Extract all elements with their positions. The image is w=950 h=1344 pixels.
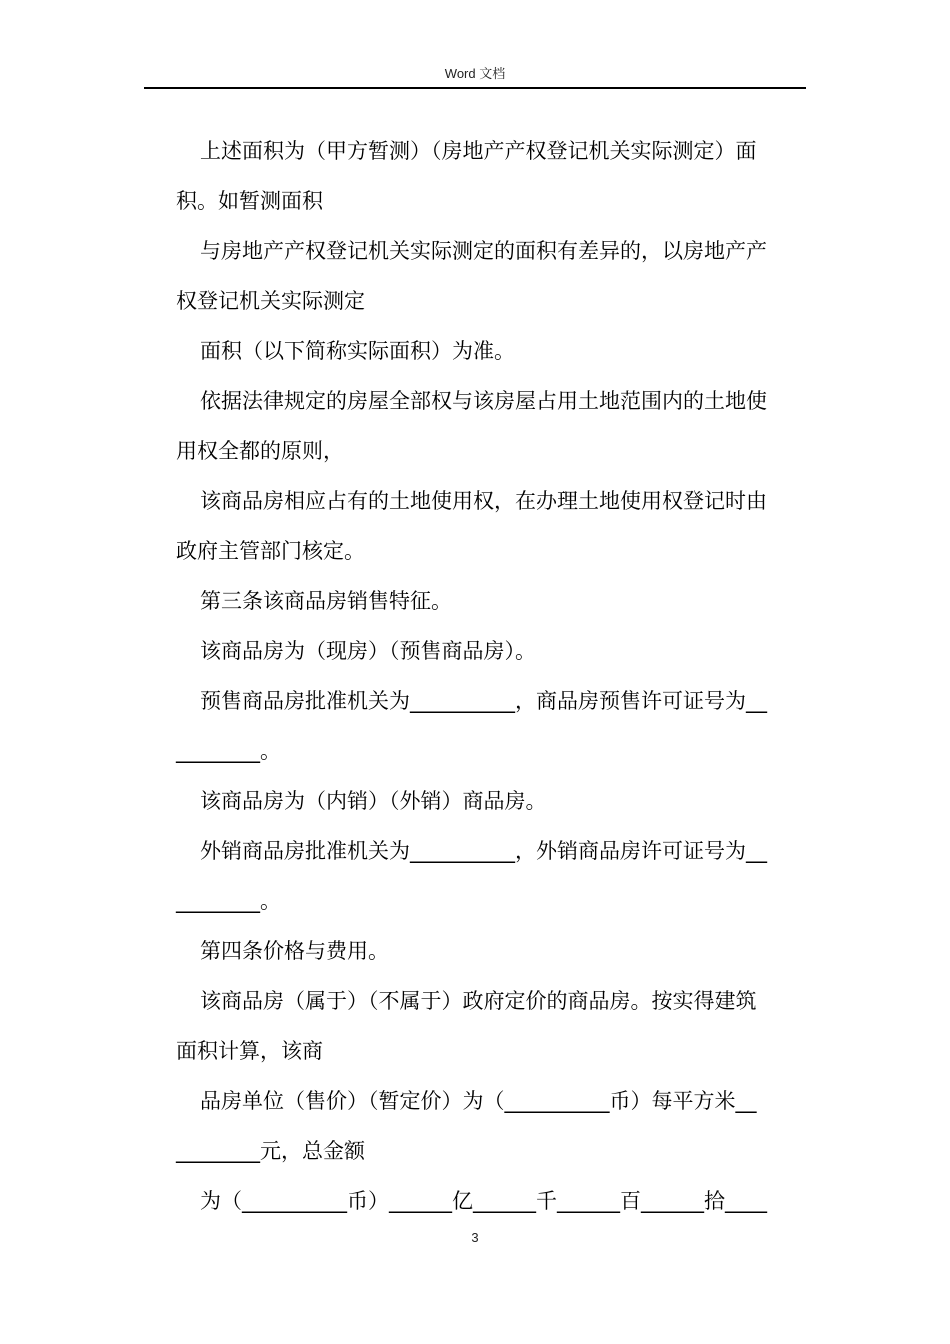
text-line-9: 政府主管部门核定。 (176, 539, 365, 563)
text-line-15: 外销商品房批准机关为__________，外销商品房许可证号为__ (200, 839, 767, 863)
text-line-6: 依据法律规定的房屋全部权与该房屋占用土地范围内的土地使 (200, 389, 767, 413)
document-body (176, 126, 806, 1226)
text-line-12: 预售商品房批准机关为__________，商品房预售许可证号为__ (200, 689, 767, 713)
text-line-3: 与房地产产权登记机关实际测定的面积有差异的，以房地产产 (200, 239, 767, 263)
header-divider (144, 87, 806, 89)
text-line-2: 积。如暂测面积 (176, 189, 323, 213)
text-line-4: 权登记机关实际测定 (176, 289, 365, 313)
header-title: Word 文档 (444, 66, 506, 81)
text-line-22: 为（__________币）______亿______千______百______拾____ (200, 1189, 767, 1213)
text-line-14: 该商品房为（内销）（外销）商品房。 (200, 789, 547, 813)
text-line-11: 该商品房为（现房）（预售商品房）。 (200, 639, 536, 663)
page-number: 3 (471, 1230, 479, 1245)
article-4-heading: 第四条价格与费用。 (200, 939, 389, 963)
text-line-19: 面积计算，该商 (176, 1039, 323, 1063)
text-line-5: 面积（以下简称实际面积）为准。 (200, 339, 515, 363)
text-line-8: 该商品房相应占有的土地使用权，在办理土地使用权登记时由 (200, 489, 767, 513)
text-line-7: 用权全都的原则， (176, 439, 344, 463)
text-line-21: ________元，总金额 (176, 1139, 365, 1163)
text-line-16: ________。 (176, 889, 281, 913)
text-line-1: 上述面积为（甲方暂测）（房地产产权登记机关实际测定）面 (200, 139, 757, 163)
article-3-heading: 第三条该商品房销售特征。 (200, 589, 452, 613)
text-line-20: 品房单位（售价）（暂定价）为（__________币）每平方米__ (200, 1089, 757, 1113)
text-line-13: ________。 (176, 739, 281, 763)
text-line-18: 该商品房（属于）（不属于）政府定价的商品房。按实得建筑 (200, 989, 757, 1013)
